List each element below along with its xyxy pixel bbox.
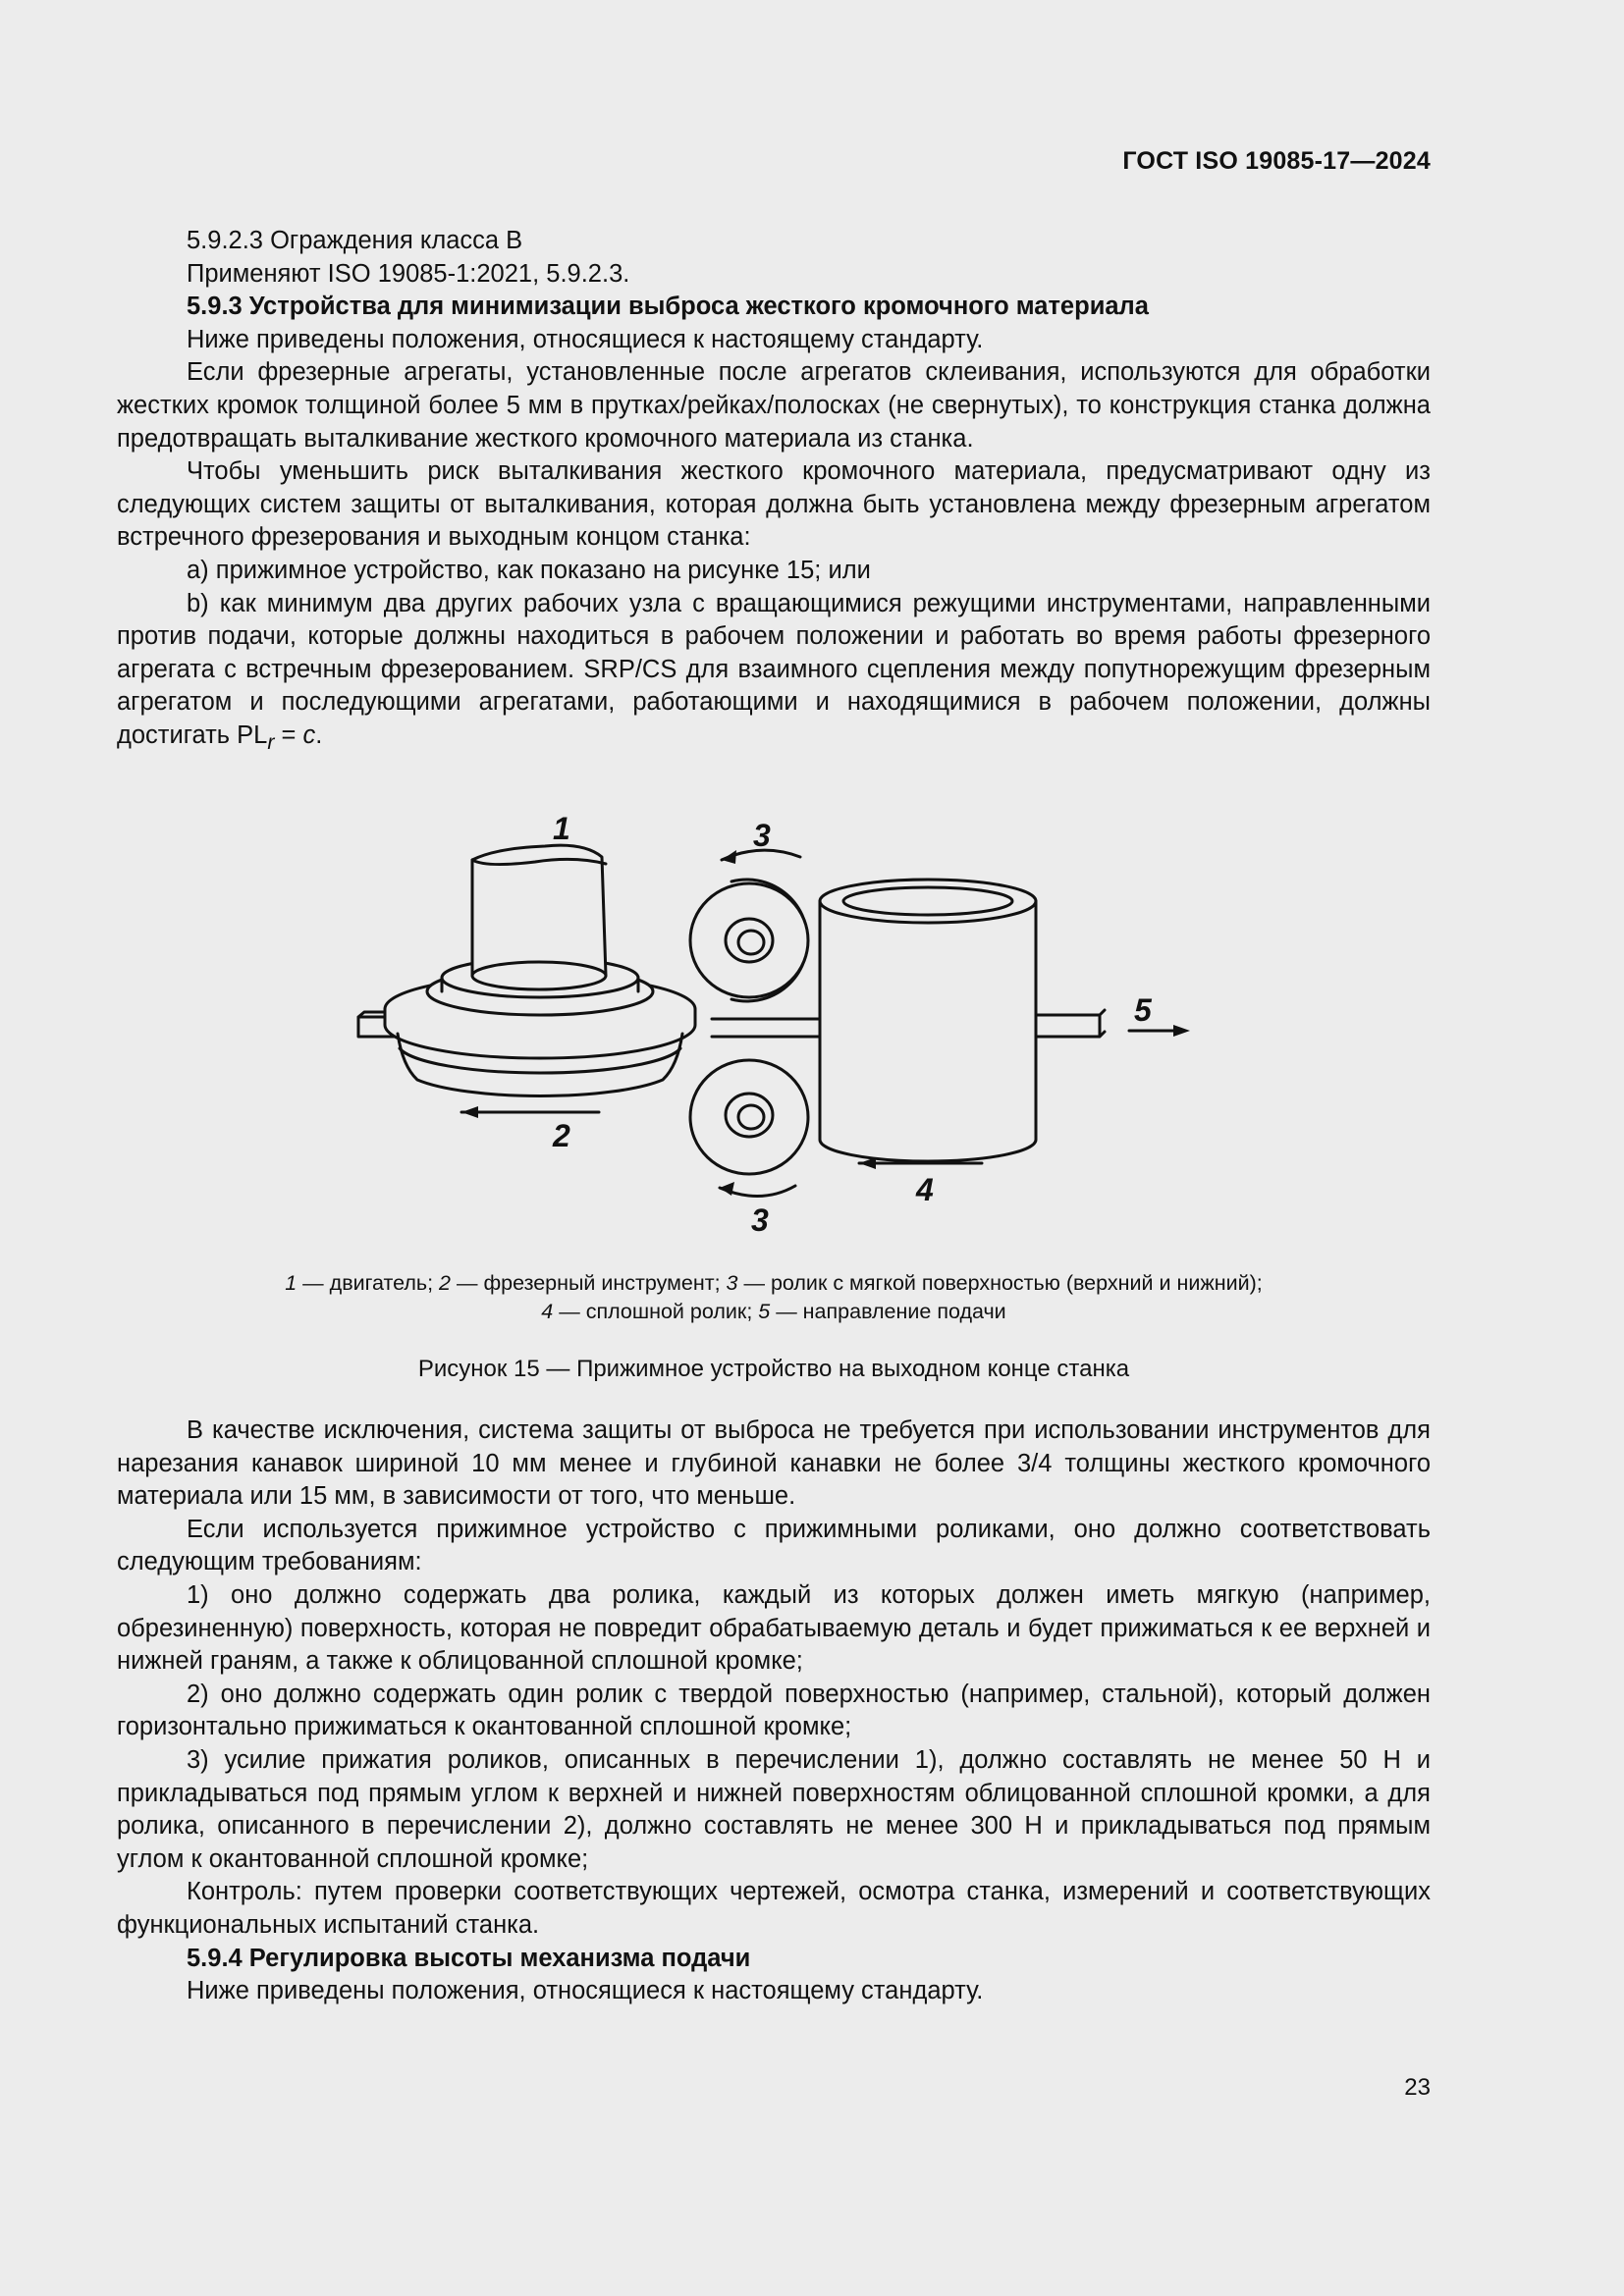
paragraph-intro-5-9-4: Ниже приведены положения, относящиеся к настоящему стандарту. — [187, 1977, 984, 2005]
requirement-3: 3) усилие прижатия роликов, описанных в перечислении 1), должно составлять не менее 50 Н и прикладываться под прямым углом к верхней и нижней поверхностям облицованной сплошной кромки, а для ролика, описанного в перечислении 2), должно составлять не менее 300 Н и прикладываться под прямым углом к окантованной сплошной кромке; — [117, 1745, 1431, 1873]
list-item-b — [117, 588, 1431, 760]
paragraph-protection-systems: Чтобы уменьшить риск выталкивания жесткого кромочного материала, предусматривают одну из следующих систем защиты от выталкивания, которая должна быть установлена между фрезерным агрегатом встречного фрезерования и выходным концом станка: — [117, 457, 1431, 552]
legend-text-4: — сплошной ролик; — [553, 1300, 759, 1323]
clause-5-9-4-heading: 5.9.4 Регулировка высоты механизма подачи — [187, 1944, 751, 1972]
list-item-a: a) прижимное устройство, как показано на рисунке 15; или — [187, 556, 871, 584]
paragraph-requirements: Если используется прижимное устройство с прижимными роликами, оно должно соответствовать следующим требованиям: — [117, 1515, 1431, 1576]
lower-soft-roller — [690, 1060, 808, 1174]
upper-soft-roller — [690, 880, 808, 1001]
clause-5-9-2-3: 5.9.2.3 Ограждения класса В — [187, 227, 523, 254]
list-item-b-text: b) как минимум два других рабочих узла с вращающимися режущими инструментами, направленными против подачи, которые должны находиться в рабочем положении и работать во время работы фрезерного агрегата с встречным фрезерованием. SRP/CS для взаимного сцепления между попутнорежущим фрезерным агрегатом и последующими агрегатами, работающими и находящимися в рабочем положении, должны достигать PL — [117, 589, 1431, 749]
pl-subscript: r — [267, 730, 275, 754]
legend-num-5: 5 — [758, 1300, 771, 1323]
legend-num-1: 1 — [285, 1271, 298, 1295]
callout-3-bottom: 3 — [751, 1202, 769, 1238]
clause-5-9-3-heading: 5.9.3 Устройства для минимизации выброса жесткого кромочного материала — [187, 293, 1149, 321]
legend-text-1: — двигатель; — [297, 1271, 440, 1295]
legend-line-2 — [117, 1298, 1431, 1326]
workpiece-strip-middle — [712, 1019, 820, 1037]
paragraph-milling-units: Если фрезерные агрегаты, установленные после агрегатов склеивания, используются для обработки жестких кромок толщиной более 5 мм в прутках/рейках/полосках (не свернутых), то конструкция станка должна предотвращать выталкивание жесткого кромочного материала из станка. — [117, 358, 1431, 453]
lower-text-block — [117, 1415, 1431, 2008]
callout-1: 1 — [553, 811, 570, 846]
legend-num-4: 4 — [541, 1300, 554, 1323]
legend-text-3: — ролик с мягкой поверхностью (верхний и нижний); — [737, 1271, 1263, 1295]
motor — [472, 845, 606, 989]
legend-num-2: 2 — [439, 1271, 451, 1295]
requirement-1: 1) оно должно содержать два ролика, каждый из которых должен иметь мягкую (например, обрезиненную) поверхность, которая не повредит обрабатываемую деталь и будет прижиматься к ее верхней и нижней граням, а также к облицованной сплошной кромке; — [117, 1580, 1431, 1676]
paragraph-intro: Ниже приведены положения, относящиеся к настоящему стандарту. — [187, 325, 984, 353]
callout-3-top: 3 — [753, 818, 771, 853]
figure-legend — [117, 1269, 1431, 1326]
legend-text-2: — фрезерный инструмент; — [451, 1271, 727, 1295]
figure-title: Рисунок 15 — Прижимное устройство на выходном конце станка — [417, 1356, 1130, 1382]
upper-text-block — [117, 225, 1431, 760]
legend-line-1 — [117, 1269, 1431, 1298]
figure-15-diagram — [349, 803, 1213, 1245]
requirement-2: 2) оно должно содержать один ролик с твердой поверхностью (например, стальной), который должен горизонтально прижиматься к окантованной сплошной кромке; — [117, 1680, 1431, 1741]
pl-end: . — [315, 721, 323, 749]
pl-value: c — [302, 721, 316, 749]
clause-5-9-2-3-reference: Применяют ISO 19085-1:2021, 5.9.2.3. — [187, 259, 630, 288]
legend-text-5: — направление подачи — [770, 1300, 1006, 1323]
workpiece-strip-right — [1031, 1010, 1105, 1037]
callout-4: 4 — [916, 1172, 934, 1207]
callout-2: 2 — [553, 1118, 570, 1153]
paragraph-exception: В качестве исключения, система защиты от выброса не требуется при использовании инструментов для нарезания канавок шириной 10 мм менее и глубиной канавки не более 3/4 толщины жесткого кромочного материала или 15 мм, в зависимости от того, что меньше. — [117, 1416, 1431, 1511]
pl-equals: = — [274, 721, 303, 749]
callout-5: 5 — [1134, 992, 1152, 1028]
page-number: 23 — [1404, 2074, 1431, 2101]
standard-header: ГОСТ ISO 19085-17—2024 — [1122, 147, 1431, 175]
legend-num-3: 3 — [726, 1271, 738, 1295]
paragraph-control: Контроль: путем проверки соответствующих чертежей, осмотра станка, измерений и соответствующих функциональных испытаний станка. — [117, 1878, 1431, 1939]
solid-roller — [820, 880, 1036, 1161]
